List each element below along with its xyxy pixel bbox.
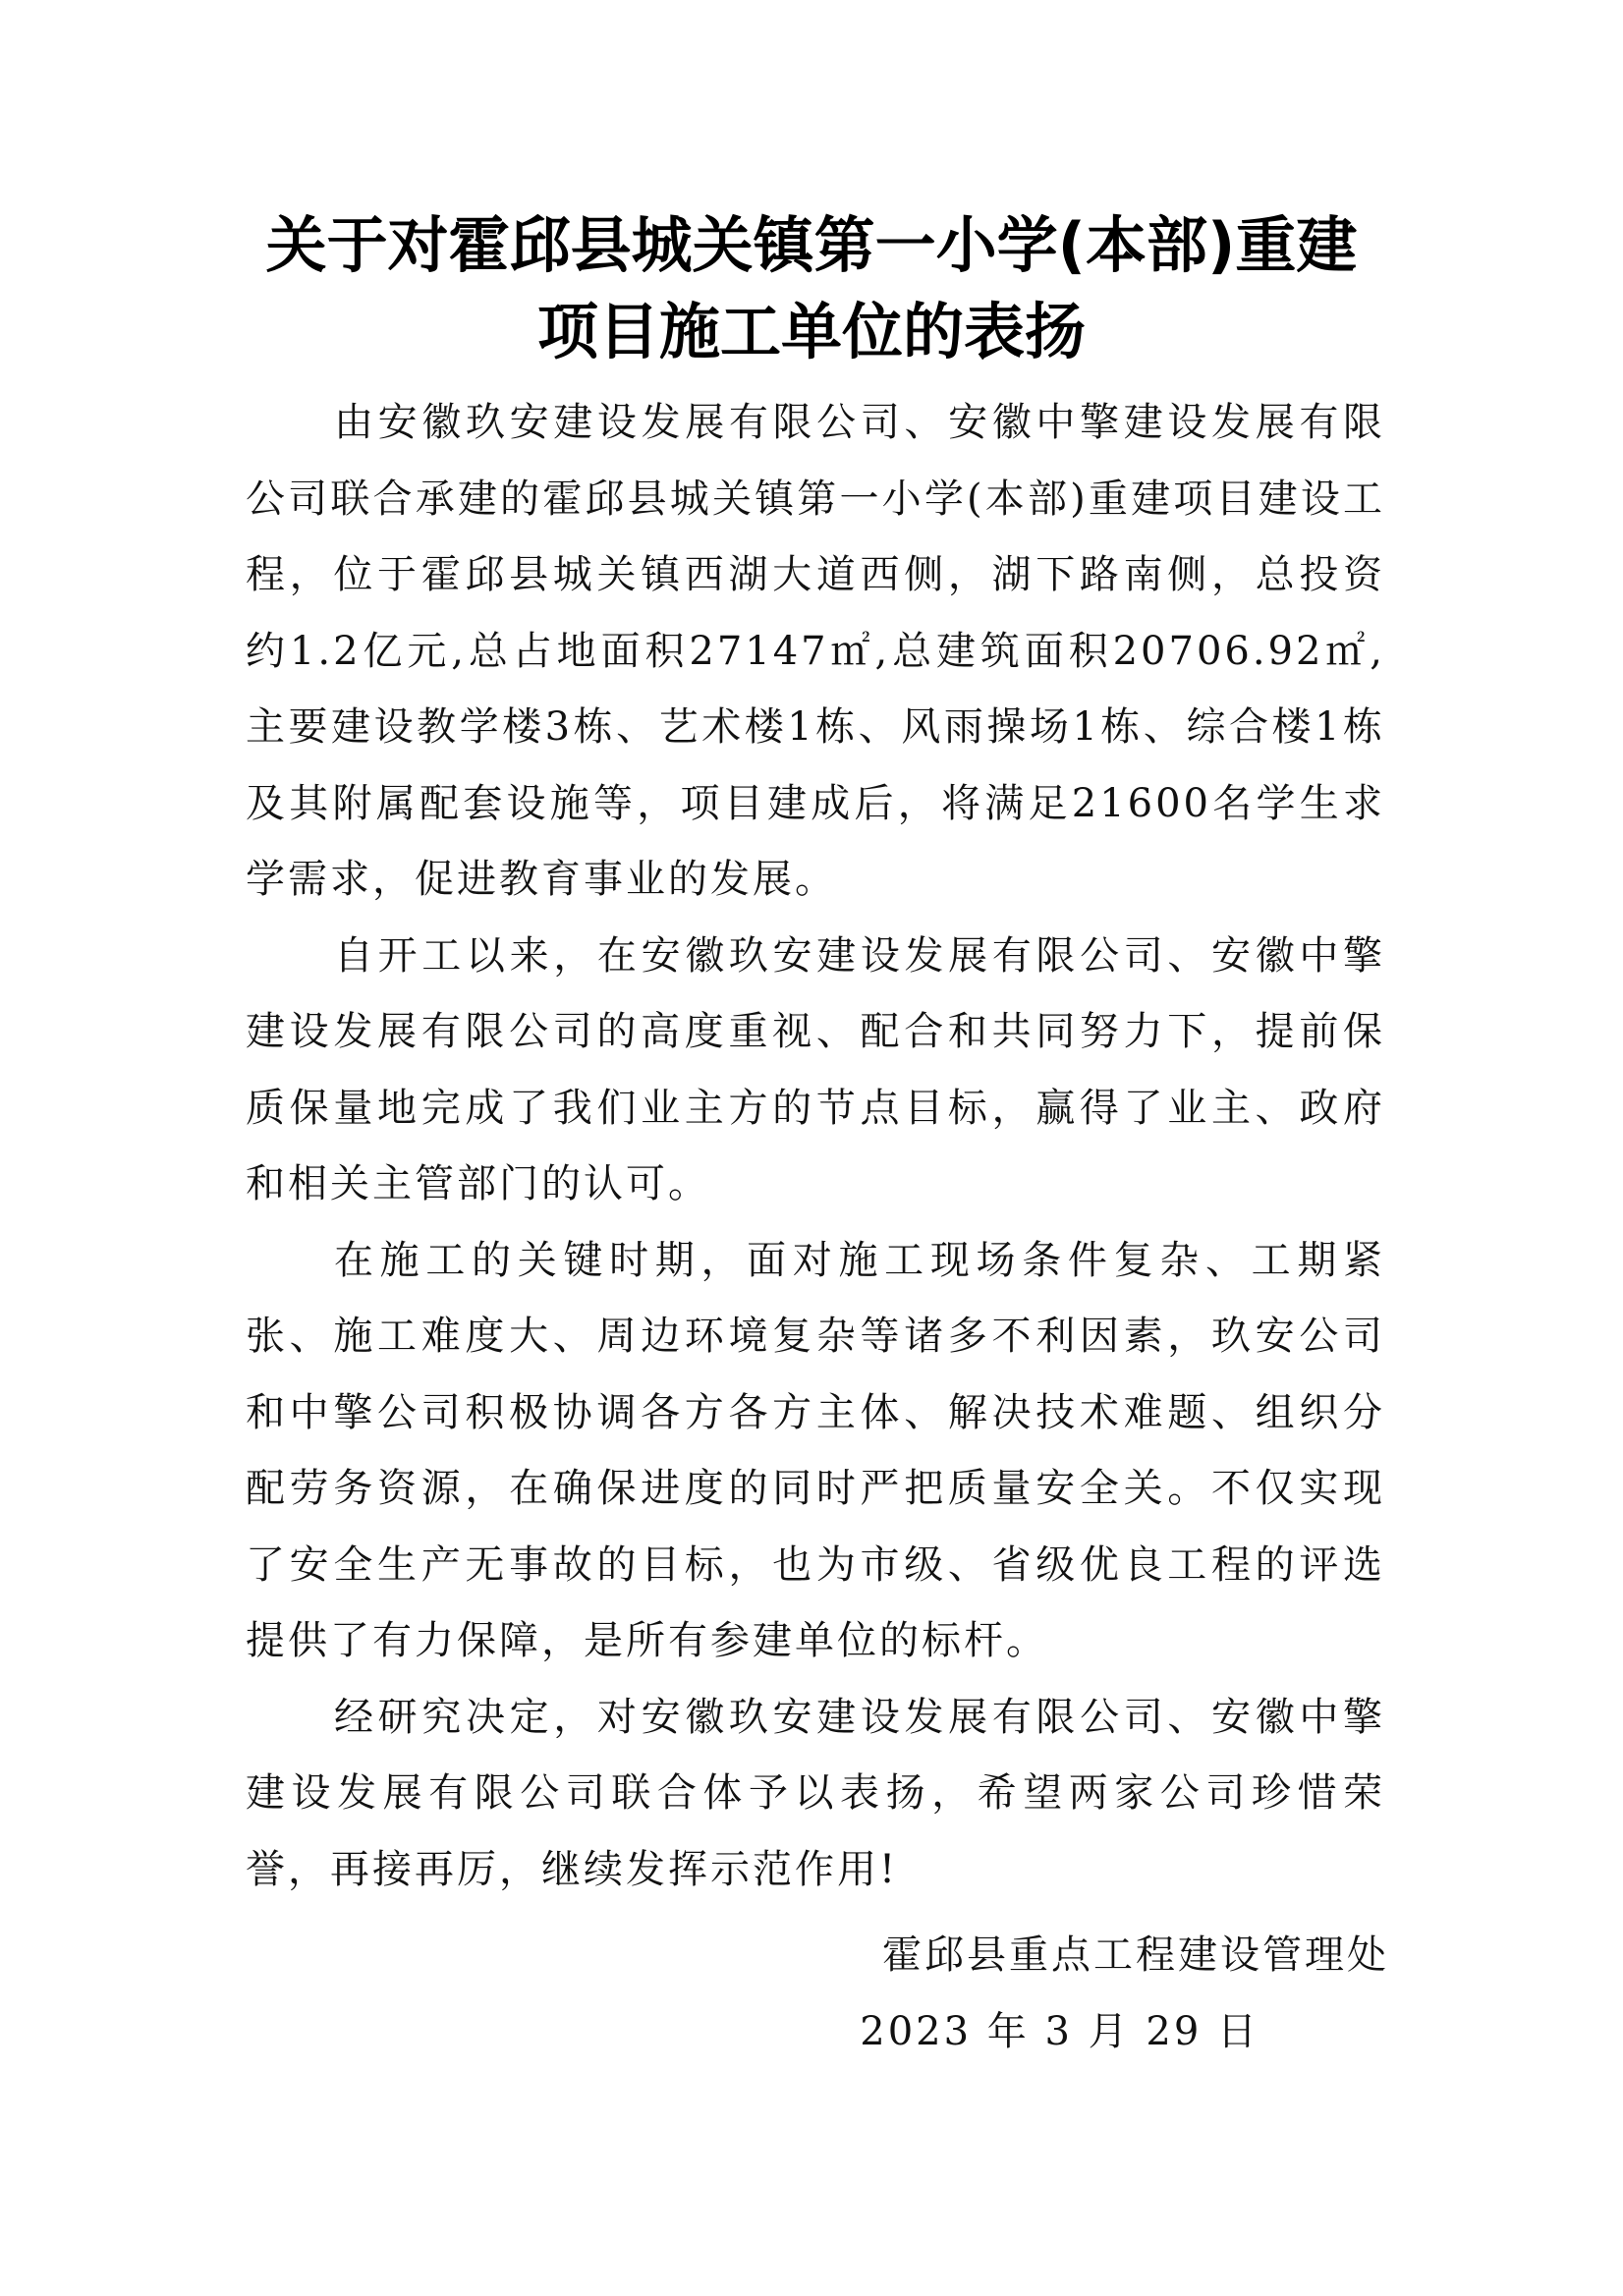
paragraph-4: 经研究决定，对安徽玖安建设发展有限公司、安徽中擎建设发展有限公司联合体予以表扬，希望两家公司珍惜荣誉，再接再厉，继续发挥示范作用! [246,1694,1385,1892]
paragraph-2: 自开工以来，在安徽玖安建设发展有限公司、安徽中擎建设发展有限公司的高度重视、配合和共同努力下，提前保质保量地完成了我们业主方的节点目标，赢得了业主、政府和相关主管部门的认可。 [246,932,1385,1206]
issue-date: 2023 年 3 月 29 日 [860,2009,1259,2054]
document-body [246,385,1385,1908]
paragraph-3: 在施工的关键时期，面对施工现场条件复杂、工期紧张、施工难度大、周边环境复杂等诸多不利因素，玖安公司和中擎公司积极协调各方各方主体、解决技术难题、组织分配劳务资源，在确保进度的同时严把质量安全关。不仅实现了安全生产无事故的目标，也为市级、省级优良工程的评选提供了有力保障，是所有参建单位的标杆。 [246,1237,1385,1663]
document-title-line-1: 关于对霍邱县城关镇第一小学(本部)重建 [265,209,1358,281]
document-title-line-2: 项目施工单位的表扬 [536,296,1086,367]
issuer-signature: 霍邱县重点工程建设管理处 [882,1932,1389,1978]
paragraph-1: 由安徽玖安建设发展有限公司、安徽中擎建设发展有限公司联合承建的霍邱县城关镇第一小学(本部)重建项目建设工程，位于霍邱县城关镇西湖大道西侧，湖下路南侧，总投资约1.2亿元,总占地面积27147㎡,总建筑面积20706.92㎡,主要建设教学楼3栋、艺术楼1栋、风雨操场1栋、综合楼1栋及其附属配套设施等，项目建成后，将满足21600名学生求学需求，促进教育事业的发展。 [246,400,1385,902]
